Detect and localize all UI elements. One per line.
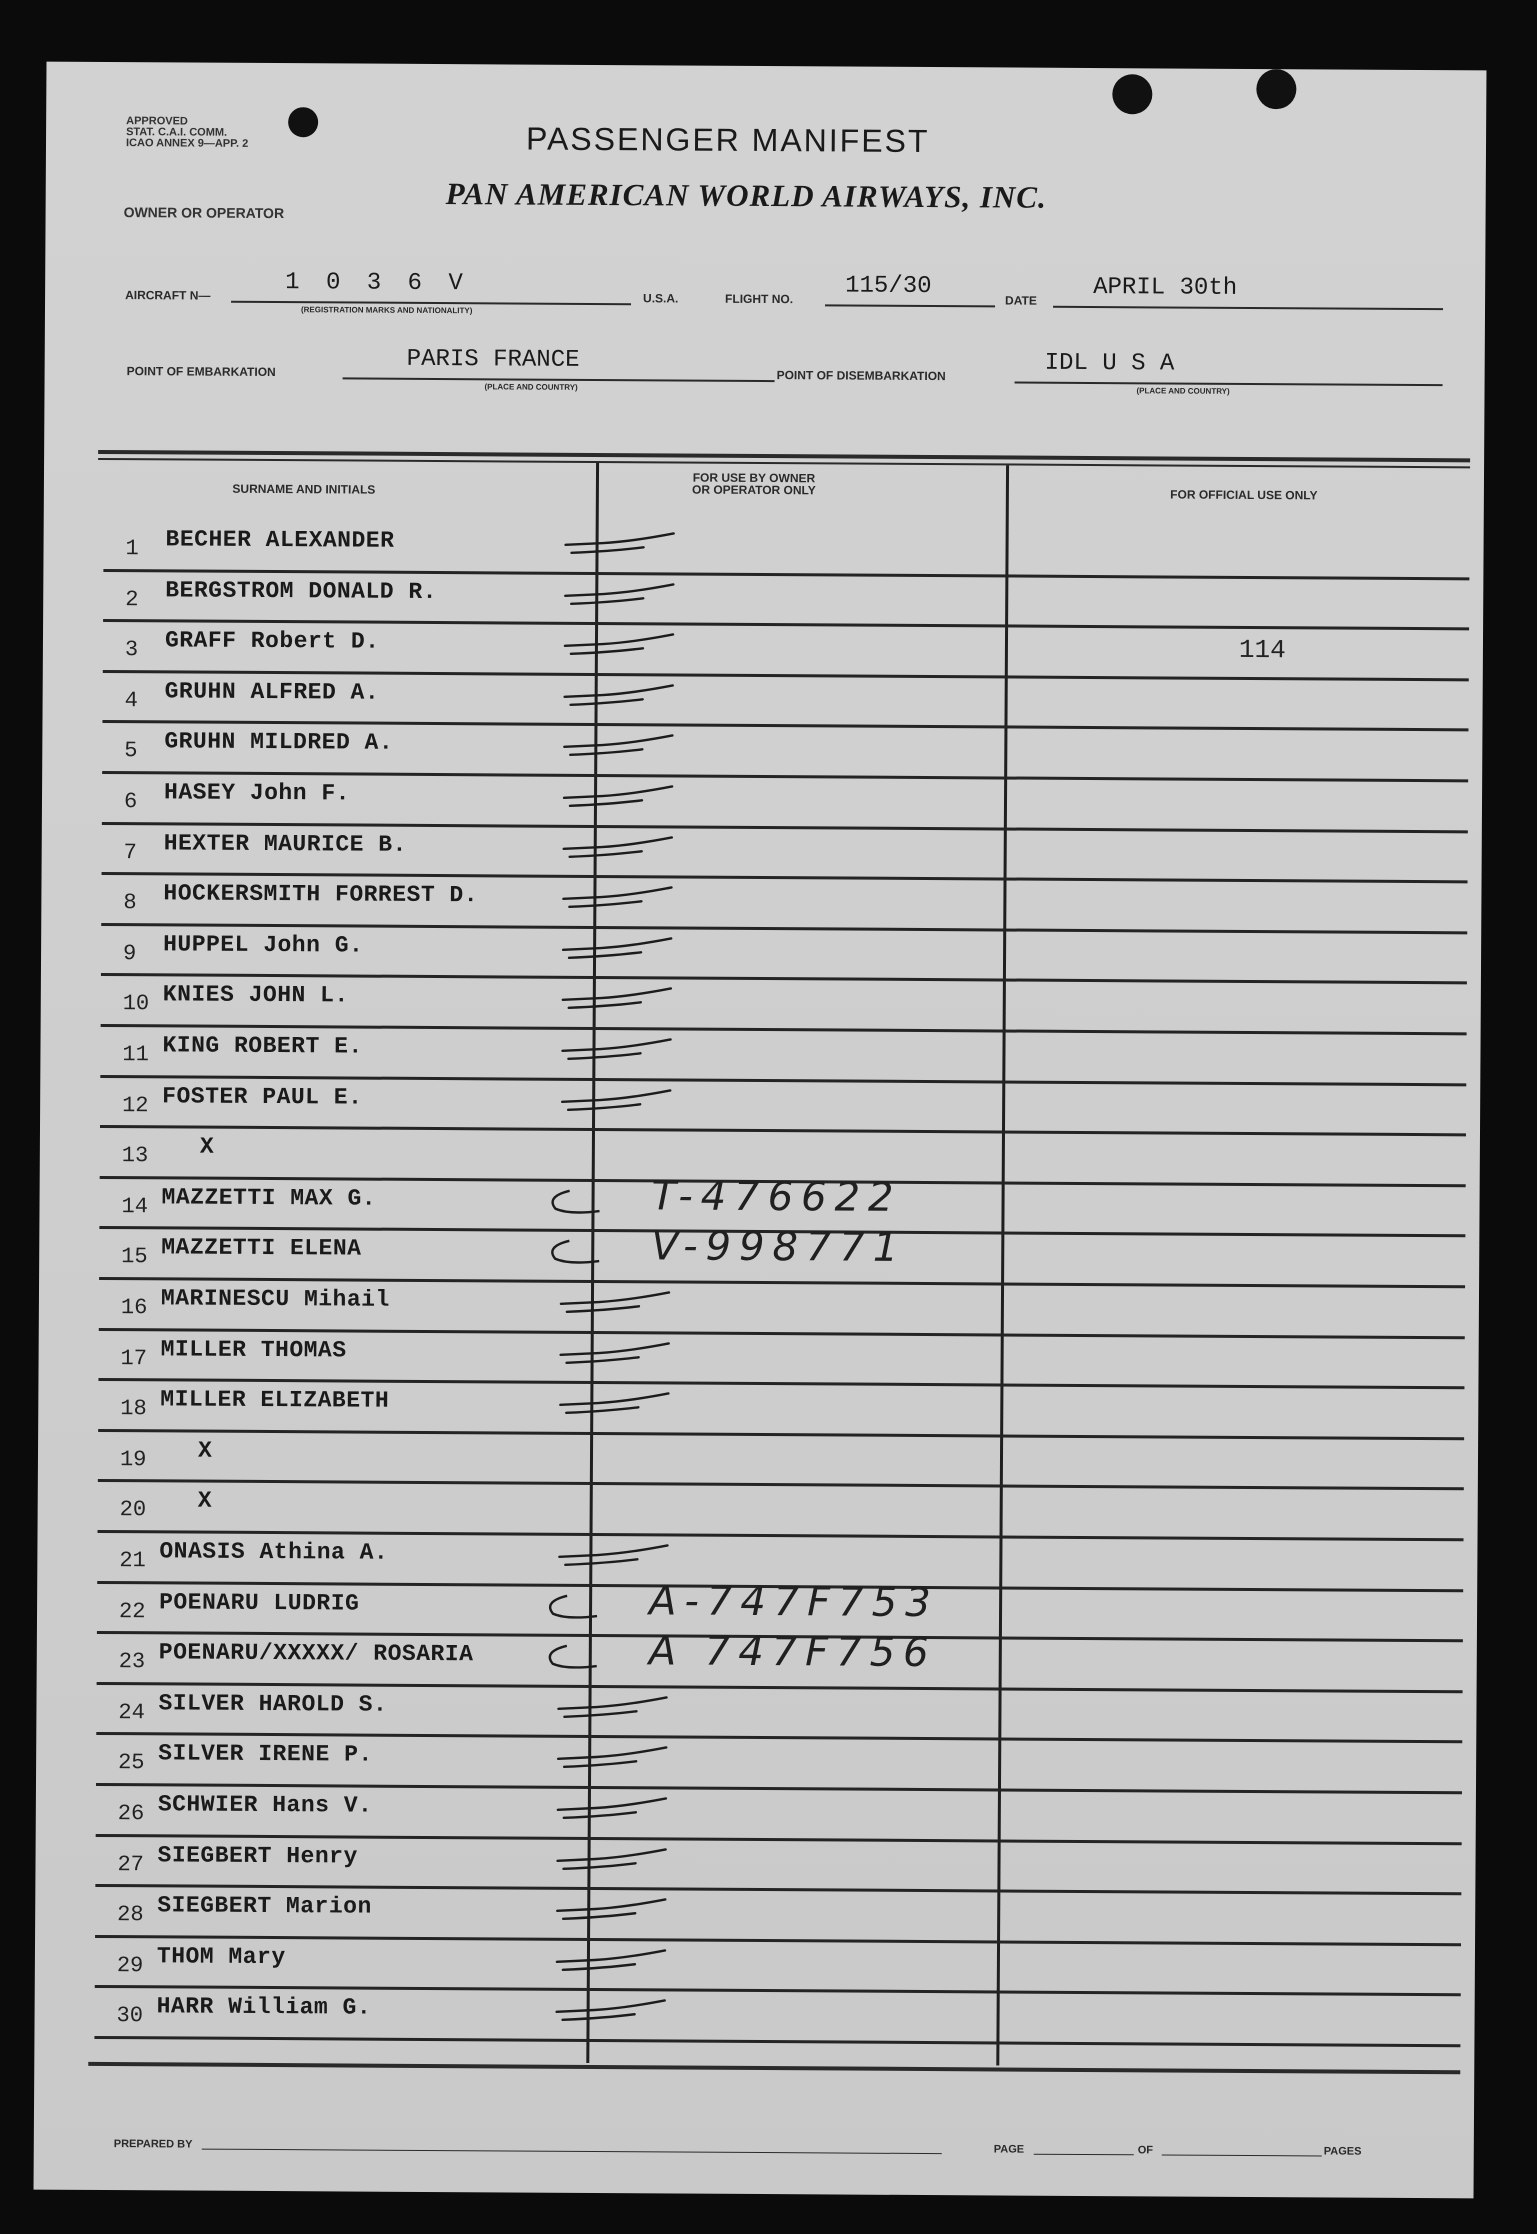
row-number: 18 xyxy=(120,1396,147,1422)
official-note: 114 xyxy=(1238,634,1286,666)
flight-date: APRIL 30th xyxy=(1093,274,1238,302)
passenger-name: X xyxy=(199,1133,215,1160)
row-number: 30 xyxy=(116,2003,144,2029)
check-mark-icon xyxy=(560,1033,680,1074)
check-mark-icon xyxy=(537,1638,607,1678)
row-number: 11 xyxy=(122,1042,149,1068)
row-number: 17 xyxy=(120,1345,148,1371)
row-number: 12 xyxy=(122,1092,149,1118)
row-number: 21 xyxy=(119,1548,146,1574)
passenger-name: HOCKERSMITH FORREST D. xyxy=(163,880,479,909)
passenger-name: BECHER ALEXANDER xyxy=(165,526,395,554)
page-title: PASSENGER MANIFEST xyxy=(525,120,930,160)
row-rule xyxy=(98,1429,1464,1440)
column-header-owner-use: FOR USE BY OWNER OR OPERATOR ONLY xyxy=(691,470,816,498)
passenger-name: MARINESCU Mihail xyxy=(160,1285,390,1313)
passenger-name: SCHWIER Hans V. xyxy=(157,1791,373,1819)
passenger-name: THOM Mary xyxy=(156,1943,286,1970)
punch-hole xyxy=(1112,74,1152,114)
row-number: 24 xyxy=(118,1699,145,1726)
row-number: 19 xyxy=(119,1446,147,1473)
divider xyxy=(1162,2154,1322,2156)
check-mark-icon xyxy=(556,1792,676,1833)
passenger-name: POENARU LUDRIG xyxy=(159,1588,360,1617)
passenger-name: MAZZETTI MAX G. xyxy=(161,1184,377,1212)
check-mark-icon xyxy=(563,679,683,720)
aircraft-label: AIRCRAFT N— xyxy=(125,288,211,303)
check-mark-icon xyxy=(555,1893,675,1934)
passenger-name: HASEY John F. xyxy=(163,779,351,807)
owner-label: OWNER OR OPERATOR xyxy=(123,204,285,222)
divider xyxy=(1015,382,1443,387)
check-mark-icon xyxy=(561,982,681,1023)
row-number: 6 xyxy=(123,789,138,815)
row-number: 15 xyxy=(121,1244,148,1270)
check-mark-icon xyxy=(562,729,682,770)
manifest-sheet xyxy=(34,62,1487,2199)
divider xyxy=(1034,2154,1134,2156)
embarkation-sub-label: (PLACE AND COUNTRY) xyxy=(484,382,578,392)
carrier-name: PAN AMERICAN WORLD AIRWAYS, INC. xyxy=(445,176,1047,215)
row-number: 7 xyxy=(123,839,137,865)
usa-label: U.S.A. xyxy=(643,291,679,306)
divider xyxy=(231,301,631,305)
flight-number: 115/30 xyxy=(845,272,932,301)
check-mark-icon xyxy=(554,1994,674,2035)
handwritten-document-number: A 747F756 xyxy=(648,1628,937,1677)
row-number: 3 xyxy=(124,637,139,663)
row-number: 27 xyxy=(117,1851,144,1877)
passenger-name: MILLER THOMAS xyxy=(160,1335,347,1364)
embarkation-value: PARIS FRANCE xyxy=(406,345,580,374)
punch-hole xyxy=(1256,69,1296,109)
row-rule xyxy=(95,1935,1461,1946)
row-number: 9 xyxy=(122,940,137,966)
passenger-name: GRAFF Robert D. xyxy=(164,627,380,655)
passenger-name: MAZZETTI ELENA xyxy=(161,1234,362,1262)
passenger-name: GRUHN ALFRED A. xyxy=(164,678,380,706)
passenger-name: SIEGBERT Henry xyxy=(157,1841,358,1870)
passenger-name: X xyxy=(197,1487,213,1515)
passenger-name: GRUHN MILDRED A. xyxy=(164,728,394,757)
row-number: 23 xyxy=(118,1649,146,1675)
passenger-name: SILVER HAROLD S. xyxy=(158,1690,388,1718)
passenger-name: BERGSTROM DONALD R. xyxy=(165,576,438,605)
check-mark-icon xyxy=(558,1387,678,1428)
passenger-name: POENARU/XXXXX/ ROSARIA xyxy=(158,1639,474,1668)
check-mark-icon xyxy=(562,780,682,821)
row-number: 4 xyxy=(124,687,138,713)
row-number: 28 xyxy=(117,1902,144,1928)
handwritten-document-number: T-476622 xyxy=(651,1173,902,1221)
passenger-name: MILLER ELIZABETH xyxy=(160,1386,390,1414)
passenger-name: KNIES JOHN L. xyxy=(162,981,349,1009)
row-rule xyxy=(98,1479,1464,1490)
handwritten-document-number: V-998771 xyxy=(651,1223,907,1272)
row-number: 26 xyxy=(117,1801,145,1827)
row-number: 1 xyxy=(125,536,139,562)
check-mark-icon xyxy=(557,1539,677,1580)
passenger-name: SILVER IRENE P. xyxy=(158,1740,373,1769)
check-mark-icon xyxy=(559,1286,679,1327)
check-mark-icon xyxy=(539,1233,609,1273)
handwritten-document-number: A-747F753 xyxy=(648,1577,939,1626)
page-label: PAGE xyxy=(993,2143,1025,2156)
check-mark-icon xyxy=(556,1691,676,1732)
column-header-surname: SURNAME AND INITIALS xyxy=(232,481,376,497)
passenger-name: SIEGBERT Marion xyxy=(157,1892,372,1920)
column-header-official-use: FOR OFFICIAL USE ONLY xyxy=(1170,487,1318,503)
row-number: 13 xyxy=(121,1143,149,1169)
date-label: DATE xyxy=(1005,293,1037,308)
row-number: 5 xyxy=(124,738,138,764)
passenger-name: HEXTER MAURICE B. xyxy=(163,829,407,858)
check-mark-icon xyxy=(563,628,683,669)
divider xyxy=(1053,306,1443,310)
row-rule xyxy=(94,2036,1460,2047)
check-mark-icon xyxy=(558,1336,678,1377)
passenger-name: HUPPEL John G. xyxy=(163,931,364,959)
check-mark-icon xyxy=(556,1741,676,1782)
passenger-name: X xyxy=(197,1437,213,1464)
table-bottom-rule xyxy=(88,2062,1460,2074)
aircraft-number: 1 0 3 6 V xyxy=(285,269,469,298)
row-number: 16 xyxy=(120,1295,148,1321)
aircraft-sub-label: (REGISTRATION MARKS AND NATIONALITY) xyxy=(300,305,473,316)
passenger-name: ONASIS Athina A. xyxy=(159,1538,389,1566)
disembarkation-value: IDL U S A xyxy=(1044,349,1175,378)
check-mark-icon xyxy=(555,1842,675,1883)
embarkation-label: POINT OF EMBARKATION xyxy=(126,364,276,380)
pages-label: PAGES xyxy=(1323,2145,1362,2158)
check-mark-icon xyxy=(555,1944,675,1985)
row-number: 14 xyxy=(121,1193,149,1220)
disembarkation-sub-label: (PLACE AND COUNTRY) xyxy=(1136,386,1230,396)
row-number: 2 xyxy=(125,586,139,612)
passenger-name: HARR William G. xyxy=(156,1993,372,2022)
divider xyxy=(202,2149,942,2155)
row-rule xyxy=(100,1125,1466,1136)
check-mark-icon xyxy=(560,1083,680,1124)
prepared-by-label: PREPARED BY xyxy=(113,2138,193,2151)
column-divider xyxy=(996,465,1009,2065)
row-number: 25 xyxy=(118,1750,145,1776)
passenger-name: FOSTER PAUL E. xyxy=(162,1082,363,1111)
row-number: 8 xyxy=(123,890,137,916)
check-mark-icon xyxy=(539,1182,609,1222)
check-mark-icon xyxy=(563,577,683,618)
disembarkation-label: POINT OF DISEMBARKATION xyxy=(776,368,946,384)
check-mark-icon xyxy=(562,830,682,871)
divider xyxy=(343,377,775,382)
approval-stamp: APPROVED STAT. C.A.I. COMM. ICAO ANNEX 9—APP. 2 xyxy=(125,115,249,150)
check-mark-icon xyxy=(561,932,681,973)
flight-label: FLIGHT NO. xyxy=(725,291,794,307)
row-number: 22 xyxy=(118,1598,146,1624)
divider xyxy=(825,304,995,307)
check-mark-icon xyxy=(563,527,683,568)
check-mark-icon xyxy=(561,881,681,922)
row-number: 20 xyxy=(119,1497,147,1523)
row-number: 29 xyxy=(116,1952,144,1979)
of-label: OF xyxy=(1137,2144,1154,2157)
row-number: 10 xyxy=(122,991,150,1017)
passenger-name: KING ROBERT E. xyxy=(162,1032,363,1060)
check-mark-icon xyxy=(537,1587,607,1627)
